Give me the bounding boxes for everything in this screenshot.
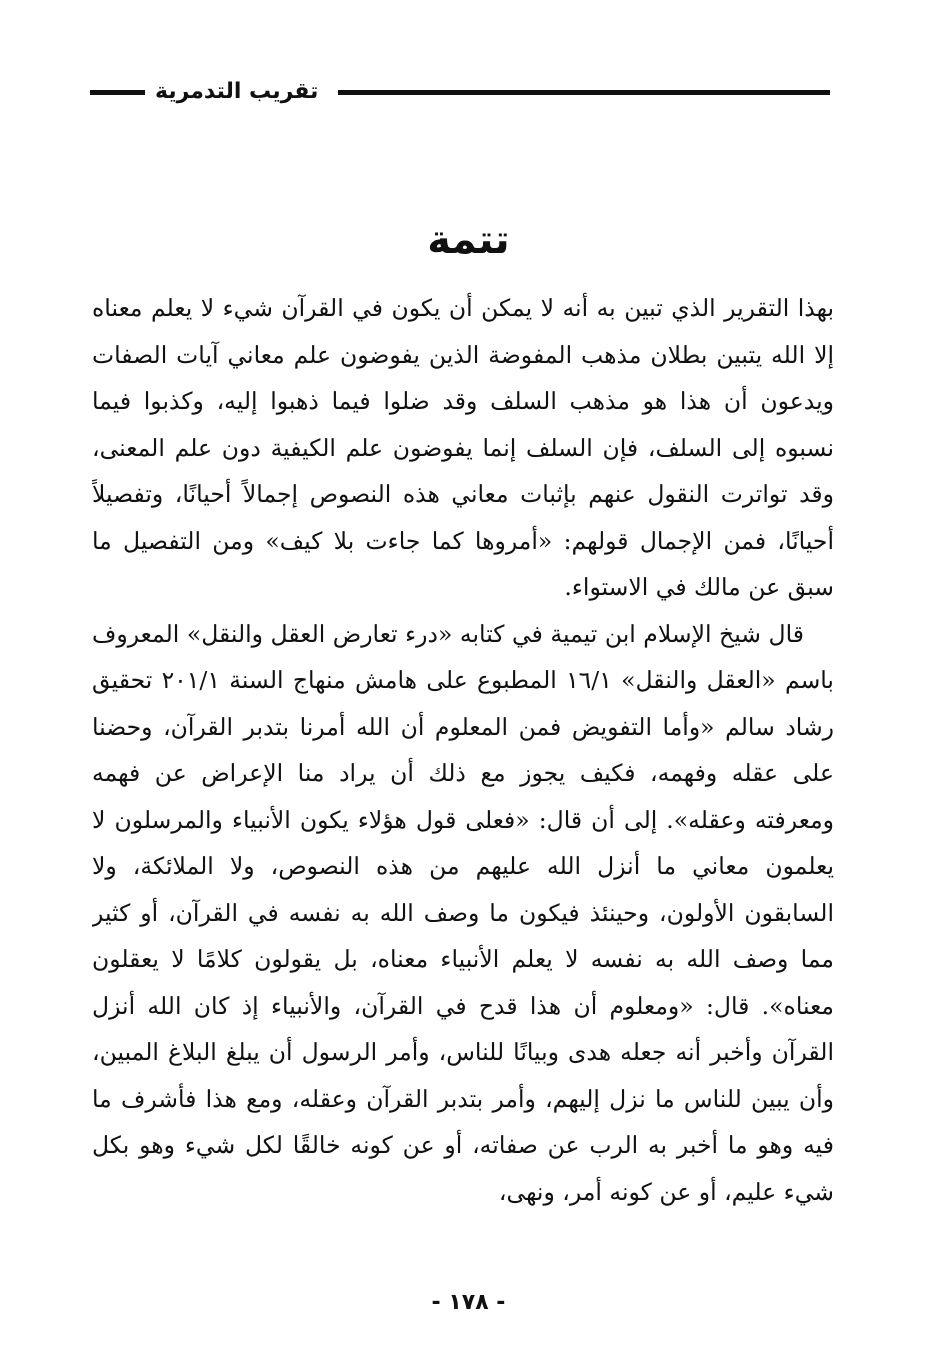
section-title: تتمة <box>427 217 510 263</box>
paragraph: قال شيخ الإسلام ابن تيمية في كتابه «درء تعارض العقل والنقل» المعروف باسم «العقل والنقل» ١٦/١ المطبوع على هامش منهاج السنة ٢٠١/١ تحقيق رشاد سالم «وأما التفويض فمن المعلوم أن الله أمرنا بتدبر القرآن، وحضنا على عقله وفهمه، فكيف يجوز مع ذلك أن يراد منا الإعراض عن فهمه ومعرفته وعقله». إلى أن قال: «فعلى قول هؤلاء يكون الأنبياء والمرسلون لا يعلمون معاني ما أنزل الله عليهم من هذه النصوص، ولا الملائكة، ولا السابقون الأولون، وحينئذ فيكون ما وصف الله به نفسه في القرآن، أو كثير مما وصف الله به نفسه لا يعلم الأنبياء معناه، بل يقولون كلامًا لا يعقلون معناه». قال: «ومعلوم أن هذا قدح في القرآن، والأنبياء إذ كان الله أنزل القرآن وأخبر أنه جعله هدى وبيانًا للناس، وأمر الرسول أن يبلغ البلاغ المبين، وأن يبين للناس ما نزل إليهم، وأمر بتدبر القرآن وعقله، ومع هذا فأشرف ما فيه وهو ما أخبر به الرب عن صفاته، أو عن كونه خالقًا لكل شيء وهو بكل شيء عليم، أو عن كونه أمر، ونهى، <box>92 619 834 1206</box>
header-rule-long <box>338 90 830 95</box>
paragraph: بهذا التقرير الذي تبين به أنه لا يمكن أن يكون في القرآن شيء لا يعلم معناه إلا الله يتبين بطلان مذهب المفوضة الذين يفوضون علم معاني آيات الصفات ويدعون أن هذا هو مذهب السلف وقد ضلوا فيما ذهبوا إليه، وكذبوا فيما نسبوه إلى السلف، فإن السلف إنما يفوضون علم الكيفية دون علم المعنى، وقد تواترت النقول عنهم بإثبات معاني هذه النصوص إجمالاً أحيانًا، وتفصيلاً أحيانًا، فمن الإجمال قولهم: «أمروها كما جاءت بلا كيف» ومن التفصيل ما سبق عن مالك في الاستواء. <box>92 294 834 601</box>
page-number: - ١٧٨ - <box>431 1290 506 1315</box>
running-header <box>90 70 830 114</box>
body-text <box>92 285 834 1265</box>
header-rule-short <box>90 90 145 95</box>
running-title: تقريب التدمرية <box>155 79 319 104</box>
